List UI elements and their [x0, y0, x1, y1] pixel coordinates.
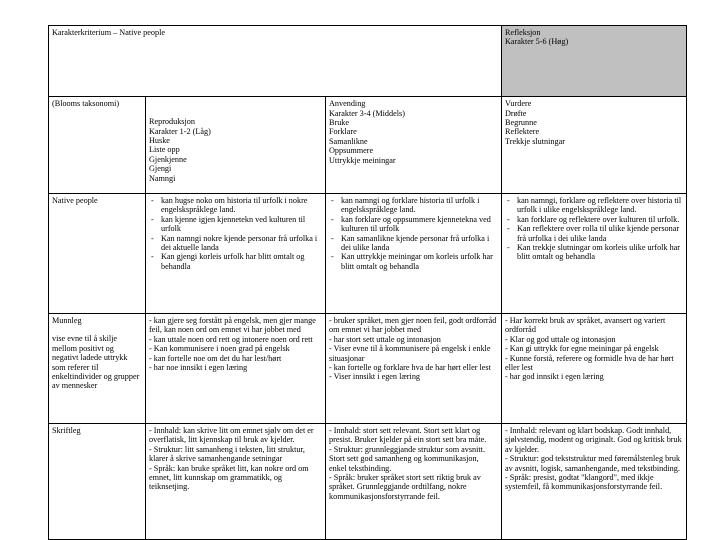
munnleg-vurd-4: - har god innsikt i egen læring [505, 372, 604, 382]
tax-repro-3: Liste opp [149, 145, 180, 155]
native-repro-cell [146, 193, 326, 313]
skriftleg-anv-cell [326, 423, 502, 539]
munnleg-repro-3: - kan fortelle noe om det du har lest/hørt [149, 353, 282, 363]
native-people-row [49, 193, 687, 313]
taxonomy-row [49, 97, 687, 194]
munnleg-repro-2: - Kan kommunisere i noen grad på engelsk [149, 344, 290, 354]
criteria-table [48, 25, 687, 540]
native-vurd-1: - kan forklare og reflektere over kulturen til urfolk. [505, 215, 683, 224]
native-repro-0: - kan hugse noko om historia til urfolk i nokre engelskspråklege land. [149, 196, 322, 215]
tax-repro-2: Huske [149, 136, 170, 146]
native-vurd-2: - Kan reflektere over rolla til ulike kjende personar frå urfolka i dei ulike landa [505, 224, 683, 243]
refleksjon-header [502, 26, 687, 97]
reproduksjon-header [146, 97, 326, 194]
native-repro-1: - kan kjenne igjen kjennetekn ved kulturen til urfolk [149, 215, 322, 234]
tax-vurd-2: Begrunne [505, 118, 537, 128]
tax-repro-0: Reproduksjon [149, 117, 195, 127]
munnleg-row [49, 314, 687, 424]
tax-repro-6: Namngi [149, 173, 176, 183]
munnleg-anv-3: - kan fortelle og forklare hva de har hørt eller lest [329, 363, 491, 373]
munnleg-anv-0: - bruker språket, men gjer noen feil, godt ordforråd om emnet vi har jobbet med [329, 316, 497, 335]
native-vurd-cell [502, 193, 687, 313]
native-anv-1: - kan forklare og oppsummere kjennetekna ved kulturen til urfolk [329, 215, 498, 234]
skriftleg-anv-2: - Språk: bruker språket stort sett riktig bruk av språket. Grunnleggjande ordtilfang, nokre kommunikasjonsforstyrrande feil. [329, 472, 481, 501]
munnleg-anv-1: - har stort sett uttale og intonasjon [329, 334, 441, 344]
tax-vurd-0: Vurdere [505, 99, 532, 109]
skriftleg-label: Skriftleg [49, 423, 146, 539]
tax-vurd-1: Drøfte [505, 108, 527, 118]
native-repro-2: - Kan namngi nokre kjende personar frå urfolka i dei aktuelle landa [149, 234, 322, 253]
vurdering-header [502, 97, 687, 194]
munnleg-vurd-2: - Kan gi uttrykk for egne meiningar på engelsk [505, 344, 659, 354]
skriftleg-repro-2: - Språk: kan bruke språket litt, kan nokre ord om emnet, litt kunnskap om grammatikk, og teiknsetjing. [149, 463, 309, 492]
munnleg-anv-4: - Viser innsikt i egen læring [329, 372, 421, 382]
native-vurd-3: - Kan trekkje slutningar om korleis ulike urfolk har blitt omtalt og behandla [505, 243, 683, 262]
munnleg-repro-cell [146, 314, 326, 424]
refleksjon-grade: Karakter 5-6 (Høg) [505, 37, 569, 47]
skriftleg-row [49, 423, 687, 539]
skriftleg-vurd-0: - Innhald: relevant og klart bodskap. Godt innhald, sjølvstendig, modent og originalt. God og kritisk bruk av kjelder. [505, 425, 682, 454]
tax-anv-6: Uttrykkje meiningar [329, 155, 396, 165]
tax-vurd-3: Reflektere [505, 127, 540, 137]
refleksjon-label: Refleksjon [505, 28, 541, 37]
munnleg-label: Munnleg [52, 316, 82, 326]
taxonomy-label: (Blooms taksonomi) [49, 97, 146, 194]
title-row [49, 26, 687, 97]
skriftleg-repro-cell [146, 423, 326, 539]
tax-anv-4: Samanlikne [329, 136, 368, 146]
munnleg-repro-4: - har noe innsikt i egen læring [149, 363, 248, 373]
munnleg-vurd-1: - Klar og god uttale og intonasjon [505, 334, 616, 344]
native-repro-3: - Kan gjengi korleis urfolk har blitt omtalt og behandla [149, 252, 322, 271]
skriftleg-anv-1: - Struktur: grunnleggjande struktur som avsnitt. Stort sett god samanheng og kommunikasjon, enkel tekstbinding. [329, 444, 485, 473]
munnleg-vurd-cell [502, 314, 687, 424]
munnleg-repro-1: - kan uttale noen ord rett og intonere noen ord rett [149, 334, 313, 344]
page-title: Karakterkriterium – Native people [49, 26, 502, 97]
munnleg-vurd-3: - Kunne forstå, referere og formidle hva de har hørt eller lest [505, 353, 674, 373]
munnleg-sublabel: vise evne til å skilje mellom positivt og negativt ladede uttrykk som referer til enkeltindivider og grupper av mennesker [52, 334, 140, 391]
skriftleg-vurd-cell [502, 423, 687, 539]
tax-repro-4: Gjenkjenne [149, 154, 187, 164]
tax-anv-5: Oppsummere [329, 146, 374, 156]
skriftleg-vurd-2: - Språk: presist, godtat "klangord", med ikkje systemfeil, få kommunikasjonsforstyrrande feil. [505, 472, 663, 492]
native-people-label: Native people [49, 193, 146, 313]
tax-anv-1: Karakter 3-4 (Middels) [329, 108, 405, 118]
tax-repro-1: Karakter 1-2 (Låg) [149, 126, 211, 136]
skriftleg-vurd-1: - Struktur: god tekststruktur med føremålstenleg bruk av avsnitt, logisk, samanhengande, med tekstbinding. [505, 454, 681, 473]
native-anv-cell [326, 193, 502, 313]
munnleg-vurd-0: - Har korrekt bruk av språket, avansert og variert ordforråd [505, 316, 666, 335]
tax-anv-3: Forklare [329, 127, 357, 137]
munnleg-anv-2: - Viser evne til å kommunisere på engelsk i enkle situasjonar [329, 344, 491, 363]
munnleg-label-cell [49, 314, 146, 424]
skriftleg-repro-0: - Innhald: kan skrive litt om emnet sjølv om det er overflatisk, litt kjennskap til bruk av kjelder. [149, 425, 314, 445]
skriftleg-anv-0: - Innhald: stort sett relevant. Stort sett klart og presist. Bruker kjelder på ein stort sett bra måte. [329, 425, 487, 445]
native-vurd-0: - kan namngi, forklare og reflektere over historia til urfolk i ulike engelskspråklege land. [505, 196, 683, 215]
native-anv-3: - Kan uttrykkje meiningar om korleis urfolk har blitt omtalt og behandla [329, 252, 498, 271]
tax-anv-0: Anvending [329, 99, 366, 109]
tax-anv-2: Bruke [329, 118, 350, 128]
munnleg-anv-cell [326, 314, 502, 424]
native-anv-0: - kan namngi og forklare historia til urfolk i engelskspråklege land. [329, 196, 498, 215]
tax-vurd-4: Trekkje slutningar [505, 136, 565, 146]
anvending-header [326, 97, 502, 194]
tax-repro-5: Gjengi [149, 164, 172, 174]
skriftleg-repro-1: - Struktur: litt samanheng i teksten, litt struktur, klarer å skrive samanhengande setningar [149, 444, 305, 464]
native-anv-2: - Kan samanlikne kjende personar frå urfolka i dei ulike landa [329, 234, 498, 253]
munnleg-repro-0: - kan gjere seg forstått på engelsk, men gjer mange feil, kan noen ord om emnet vi har jobbet med [149, 316, 316, 335]
